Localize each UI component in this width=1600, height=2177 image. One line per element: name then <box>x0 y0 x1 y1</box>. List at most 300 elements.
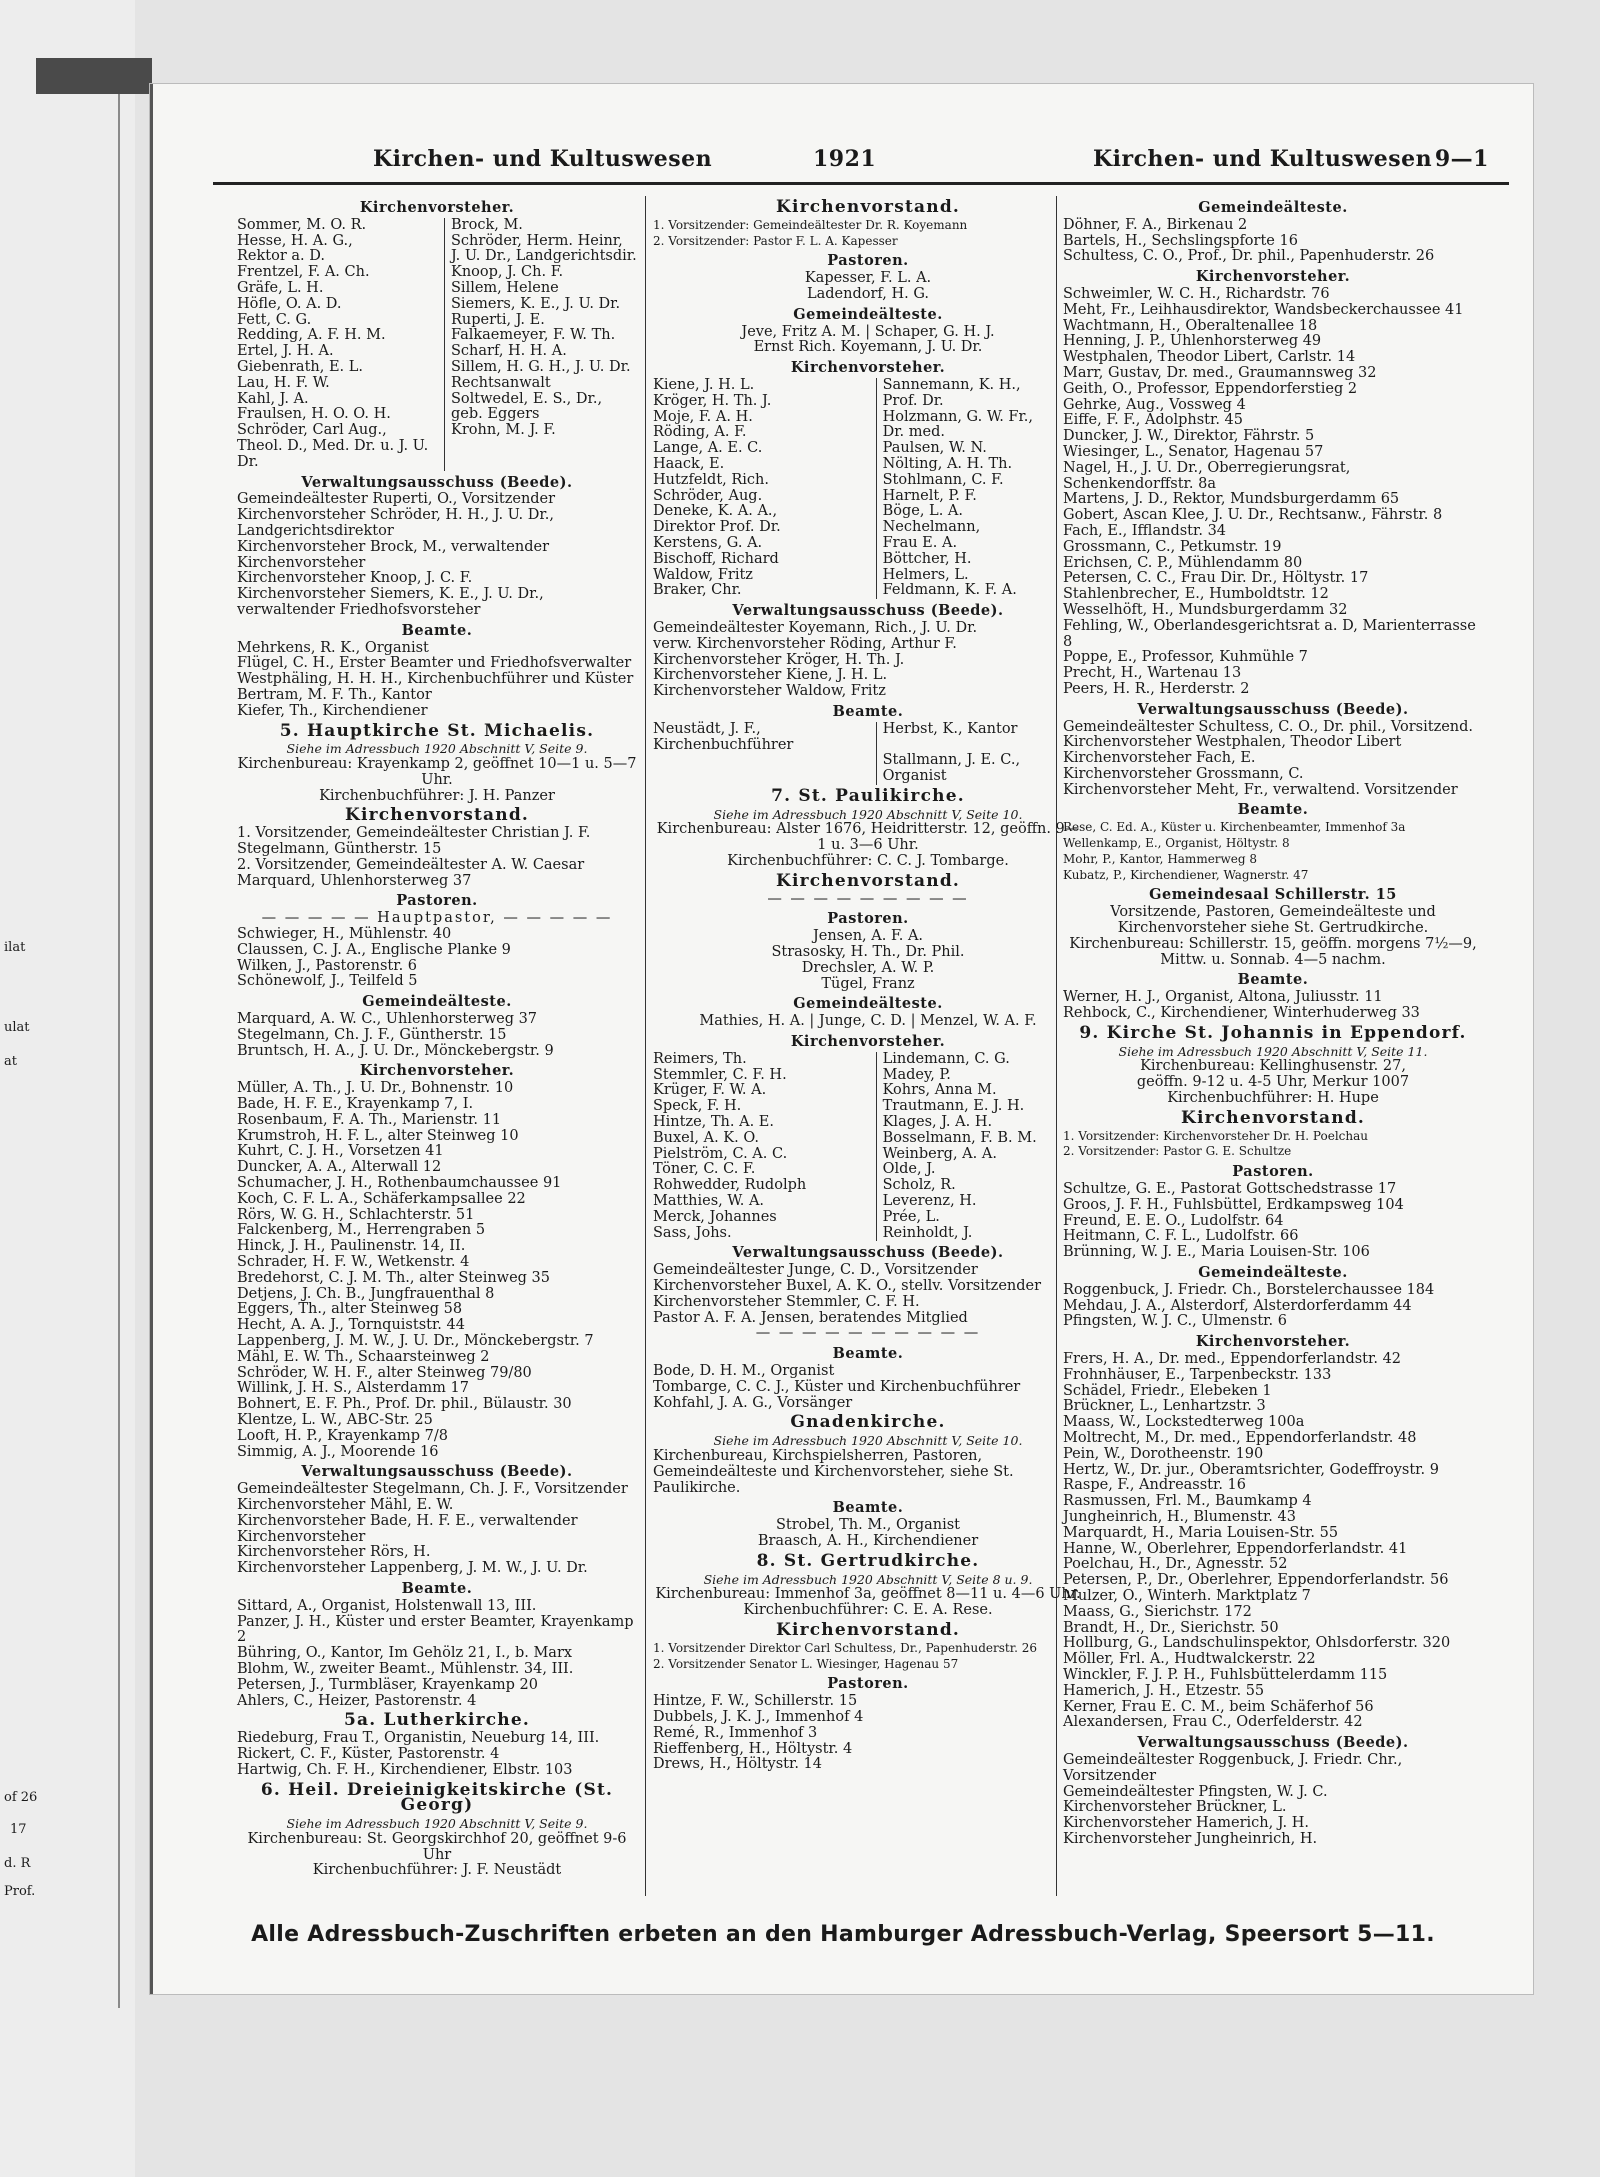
entry: Gemeindeältester Koyemann, Rich., J. U. Dr. <box>653 619 978 636</box>
entry: Petersen, J., Turmbläser, Krayenkamp 20 <box>237 1676 538 1693</box>
entry-row <box>237 265 637 281</box>
entry: Wiesinger, L., Senator, Hagenau 57 <box>1063 443 1324 460</box>
entry: Rese, C. Ed. A., Küster u. Kirchenbeamter, Immenhof 3a <box>1063 820 1406 835</box>
entry: Frentzel, F. A. Ch. <box>237 265 445 281</box>
section-heading: Beamte. <box>832 1345 904 1363</box>
entry-row <box>237 439 637 471</box>
entry: verw. Kirchenvorsteher Röding, Arthur F. <box>653 635 957 652</box>
entry: Roggenbuck, J. Friedr. Ch., Borstelerchaussee 184 <box>1063 1281 1435 1298</box>
section-heading: Pastoren. <box>827 1675 909 1693</box>
entry: Kirchenvorsteher Hamerich, J. H. <box>1063 1815 1309 1832</box>
entry: Kirchenvorsteher Schröder, H. H., J. U. Dr., Landgerichtsdirektor <box>237 507 554 539</box>
entry: Stemmler, C. F. H. <box>653 1068 877 1084</box>
entry: Töner, C. C. F. <box>653 1162 877 1178</box>
entry: Gemeindeältester Schultess, C. O., Dr. phil., Vorsitzend. <box>1063 718 1474 735</box>
entry: Werner, H. J., Organist, Altona, Juliusstr. 11 <box>1063 989 1383 1006</box>
section-heading: Beamte. <box>401 1579 473 1597</box>
section-heading: Kirchenvorstand. <box>344 805 530 826</box>
entry: Kirchenbureau, Kirchspielsherren, Pastoren, Gemeindeälteste und Kirchenvorsteher, siehe St. Paulikirche. <box>653 1447 1014 1496</box>
church-heading: 9. Kirche St. Johannis in Eppendorf. <box>1079 1022 1467 1043</box>
entry-row <box>653 394 1083 410</box>
entry: Kirchenvorsteher Bade, H. F. E., verwaltender Kirchenvorsteher <box>237 1512 578 1545</box>
entry: Schröder, Carl Aug., <box>237 423 445 439</box>
entry: Kirchenvorsteher Siemers, K. E., J. U. Dr., verwaltender Friedhofsvorsteher <box>237 586 544 618</box>
entry-row <box>653 568 1083 584</box>
entry: Rasmussen, Frl. M., Baumkamp 4 <box>1063 1493 1312 1510</box>
entry: Fraulsen, H. O. O. H. <box>237 407 445 423</box>
section-heading: Gemeindeälteste. <box>1198 199 1348 216</box>
entry: Koch, C. F. L. A., Schäferkampsallee 22 <box>237 1190 526 1207</box>
entry: Kirchenbureau: Schillerstr. 15, geöffn. morgens 7½—9, Mittw. u. Sonnab. 4—5 nachm. <box>1069 935 1477 968</box>
entry: Brünning, W. J. E., Maria Louisen-Str. 106 <box>1063 1244 1370 1261</box>
section-heading: Verwaltungsausschuss (Beede). <box>301 473 573 491</box>
entry: Kirchenbureau: Alster 1676, Heidritterstr. 12, geöffn. 9—1 u. 3—6 Uhr. <box>656 821 1080 854</box>
entry: Dubbels, J. K. J., Immenhof 4 <box>653 1708 864 1725</box>
entry: Jeve, Fritz A. M. | Schaper, G. H. J. <box>741 323 995 340</box>
entry: Krüger, F. W. A. <box>653 1083 877 1099</box>
entry: Petersen, P., Dr., Oberlehrer, Eppendorferlandstr. 56 <box>1063 1572 1449 1589</box>
entry: Marr, Gustav, Dr. med., Graumannsweg 32 <box>1063 364 1377 381</box>
entry: Böttcher, H. <box>882 550 972 567</box>
entry: Duncker, J. W., Direktor, Fährstr. 5 <box>1063 428 1315 445</box>
entry-row <box>237 423 637 439</box>
entry: Wachtmann, H., Oberaltenallee 18 <box>1063 317 1318 334</box>
entry: Kirchenvorsteher Westphalen, Theodor Libert <box>1063 734 1402 751</box>
entry: Harnelt, P. F. <box>882 487 977 504</box>
entry-row <box>237 328 637 344</box>
entry: Kirchenvorsteher Kiene, J. H. L. <box>653 667 888 684</box>
entry: Hollburg, G., Landschulinspektor, Ohlsdorferstr. 320 <box>1063 1635 1451 1652</box>
entry: Bosselmann, F. B. M. <box>882 1129 1037 1146</box>
entry: Gemeindeältester Junge, C. D., Vorsitzender <box>653 1262 978 1279</box>
entry: Pfingsten, W. J. C., Ulmenstr. 6 <box>1063 1313 1287 1330</box>
entry: geöffn. 9-12 u. 4-5 Uhr, Merkur 1007 <box>1136 1074 1410 1091</box>
entry: Gobert, Ascan Klee, J. U. Dr., Rechtsanw., Fährstr. 8 <box>1063 507 1443 524</box>
entry-list <box>653 1518 1083 1550</box>
entry: Falckenberg, M., Herrengraben 5 <box>237 1222 486 1239</box>
dash-line: — — — — — — — — — — <box>755 1325 981 1342</box>
dash-line: — — — — — Hauptpastor, — — — — — <box>261 910 613 927</box>
entry-row <box>237 344 637 360</box>
entry: Helmers, L. <box>882 566 969 583</box>
section-heading: Kirchenvorsteher. <box>1195 268 1351 286</box>
margin-note: ilat <box>4 940 26 955</box>
entry: Lau, H. F. W. <box>237 376 445 392</box>
entry: Mehrkens, R. K., Organist <box>237 639 429 656</box>
entry: Schwieger, H., Mühlenstr. 40 <box>237 926 452 943</box>
entry: Kiefer, Th., Kirchendiener <box>237 702 428 719</box>
margin-note: at <box>4 1054 17 1069</box>
entry: Dr. med. <box>882 424 945 441</box>
entry-list <box>237 826 637 889</box>
entry-list <box>1063 287 1483 698</box>
entry: Weinberg, A. A. <box>882 1145 997 1162</box>
entry: Kirchenbuchführer: C. C. J. Tombarge. <box>727 853 1009 870</box>
entry-row <box>653 489 1083 505</box>
entry: Kirchenbureau: Krayenkamp 2, geöffnet 10—1 u. 5—7 Uhr. <box>237 756 637 788</box>
church-heading: 5a. Lutherkirche. <box>343 1710 531 1731</box>
entry-list <box>237 492 637 618</box>
section-heading: Beamte. <box>1237 971 1309 989</box>
entry: Eggers, Th., alter Steinweg 58 <box>237 1301 463 1318</box>
entry: Drechsler, A. W. P. <box>801 959 935 976</box>
entry: Pastor A. F. A. Jensen, beratendes Mitglied <box>653 1309 968 1326</box>
entry: Detjens, J. Ch. B., Jungfrauenthal 8 <box>237 1285 495 1302</box>
entry-list <box>237 1832 637 1879</box>
entry: Klages, J. A. H. <box>882 1114 993 1131</box>
entry: Eiffe, F. F., Adolphstr. 45 <box>1063 412 1243 429</box>
entry: Frers, H. A., Dr. med., Eppendorferlandstr. 42 <box>1063 1350 1402 1367</box>
entry: Kirchenbureau: St. Georgskirchhof 20, geöffnet 9-6 Uhr <box>247 1830 627 1863</box>
column-rule <box>645 196 646 1896</box>
entry-list <box>653 929 1083 992</box>
reference-note: Siehe im Adressbuch 1920 Abschnitt V, Seite 11. <box>1118 1043 1428 1059</box>
section-heading: Pastoren. <box>827 910 909 928</box>
entry: Heitmann, C. F. L., Ludolfstr. 66 <box>1063 1228 1299 1245</box>
entry-row <box>653 473 1083 489</box>
entry-list <box>237 641 637 720</box>
entry-row <box>653 552 1083 568</box>
entry-row <box>653 1083 1083 1099</box>
entry: Duncker, A. A., Alterwall 12 <box>237 1159 442 1176</box>
entry: Bruntsch, H. A., J. U. Dr., Mönckebergstr. 9 <box>237 1042 554 1059</box>
entry-row <box>653 1099 1083 1115</box>
entry: Bade, H. F. E., Krayenkamp 7, I. <box>237 1096 474 1113</box>
entry: Feldmann, K. F. A. <box>882 582 1017 599</box>
entry-list <box>653 1364 1083 1411</box>
entry-row <box>653 441 1083 457</box>
entry-row <box>653 425 1083 441</box>
entry: Maass, W., Lockstedterweg 100a <box>1063 1414 1305 1431</box>
entry: Neustädt, J. F., Kirchenbuchführer <box>653 722 877 754</box>
reference-note: Siehe im Adressbuch 1920 Abschnitt V, Seite 10. <box>713 806 1023 822</box>
entry-list <box>237 1081 637 1460</box>
entry-list <box>1063 218 1483 265</box>
entry: Hutzfeldt, Rich. <box>653 473 877 489</box>
entry: Theol. D., Med. Dr. u. J. U. Dr. <box>237 439 445 471</box>
entry: Gemeindeältester Stegelmann, Ch. J. F., Vorsitzender <box>237 1481 628 1498</box>
section-heading: Verwaltungsausschuss (Beede). <box>1137 1734 1409 1752</box>
section-heading: Kirchenvorstand. <box>775 870 961 891</box>
entry: Pein, W., Dorotheenstr. 190 <box>1063 1445 1264 1462</box>
entry: Mulzer, O., Winterh. Marktplatz 7 <box>1063 1587 1311 1604</box>
entry: Höfle, O. A. D. <box>237 297 445 313</box>
entry: Klentze, L. W., ABC-Str. 25 <box>237 1411 433 1428</box>
reference-note: Siehe im Adressbuch 1920 Abschnitt V, Seite 9. <box>286 741 588 757</box>
entry: Kuhrt, C. J. H., Vorsetzen 41 <box>237 1143 444 1160</box>
entry: Rickert, C. F., Küster, Pastorenstr. 4 <box>237 1745 500 1762</box>
entry: Kirchenvorsteher Lappenberg, J. M. W., J. U. Dr. <box>237 1560 588 1577</box>
entry: Böge, L. A. <box>882 503 963 520</box>
entry-row <box>653 1194 1083 1210</box>
entry: Moltrecht, M., Dr. med., Eppendorferlandstr. 48 <box>1063 1429 1417 1446</box>
entry: Strasosky, H. Th., Dr. Phil. <box>771 944 965 961</box>
adjacent-page-edge <box>0 88 120 2008</box>
entry: Willink, J. H. S., Alsterdamm 17 <box>237 1380 469 1397</box>
entry: Bode, D. H. M., Organist <box>653 1362 835 1379</box>
entry: Schrader, H. F. W., Wetkenstr. 4 <box>237 1254 470 1270</box>
entry: 2. Vorsitzender: Pastor G. E. Schultze <box>1063 1144 1292 1159</box>
entry: Deneke, K. A. A., <box>653 504 877 520</box>
entry: Lange, A. E. C. <box>653 441 877 457</box>
entry: Reimers, Th. <box>653 1052 877 1068</box>
entry-list <box>237 1599 637 1710</box>
entry: Gemeindeältester Roggenbuck, J. Friedr. Chr., Vorsitzender <box>1063 1751 1403 1784</box>
entry-list <box>653 218 1083 250</box>
entry: Looft, H. P., Krayenkamp 7/8 <box>237 1427 448 1444</box>
entry: Direktor Prof. Dr. <box>653 520 877 536</box>
entry-row <box>653 410 1083 426</box>
directory-page <box>150 84 1533 1994</box>
entry: Mähl, E. W. Th., Schaarsteinweg 2 <box>237 1348 490 1365</box>
entry-list <box>1063 820 1483 883</box>
entry: Poppe, E., Professor, Kuhmühle 7 <box>1063 649 1308 666</box>
entry-list <box>653 1014 1083 1030</box>
entry: Meht, Fr., Leihhausdirektor, Wandsbeckerchaussee 41 <box>1063 301 1464 318</box>
entry-list <box>1063 720 1483 799</box>
entry: Rieffenberg, H., Höltystr. 4 <box>653 1740 853 1757</box>
entry: Poelchau, H., Dr., Agnesstr. 52 <box>1063 1556 1288 1573</box>
entry: Knoop, J. Ch. F. <box>451 264 564 281</box>
entry: Remé, R., Immenhof 3 <box>653 1724 818 1741</box>
entry: Müller, A. Th., J. U. Dr., Bohnenstr. 10 <box>237 1080 514 1097</box>
section-heading: Gemeindesaal Schillerstr. 15 <box>1149 886 1397 904</box>
margin-note: of 26 <box>4 1790 38 1805</box>
column-2 <box>653 196 1083 1773</box>
column-1 <box>237 196 637 1879</box>
church-heading: 7. St. Paulikirche. <box>771 785 965 806</box>
entry: Prof. Dr. <box>882 392 944 409</box>
entry: Hintze, F. W., Schillerstr. 15 <box>653 1693 858 1710</box>
entry: 2. Vorsitzender, Gemeindeältester A. W. Caesar Marquard, Uhlenhorsterweg 37 <box>237 856 585 889</box>
entry: Kahl, J. A. <box>237 392 445 408</box>
entry: Prée, L. <box>882 1208 940 1225</box>
entry-row <box>237 297 637 313</box>
entry: Kirchenvorsteher Jungheinrich, H. <box>1063 1830 1318 1847</box>
entry: Wellenkamp, E., Organist, Höltystr. 8 <box>1063 836 1290 851</box>
header-title-left: Kirchen- und Kultuswesen <box>373 146 713 172</box>
entry: Sittard, A., Organist, Holstenwall 13, III. <box>237 1597 537 1614</box>
entry: Scharf, H. H. A. <box>451 343 567 360</box>
section-heading: Beamte. <box>1237 801 1309 819</box>
entry: Panzer, J. H., Küster und erster Beamter, Krayenkamp 2 <box>237 1613 634 1646</box>
entry: Krumstroh, H. F. L., alter Steinweg 10 <box>237 1127 519 1144</box>
entry-list <box>653 271 1083 303</box>
section-heading: Pastoren. <box>827 252 909 270</box>
entry: Fehling, W., Oberlandesgerichtsrat a. D, Marienterrasse 8 <box>1063 617 1476 650</box>
entry: Stallmann, J. E. C., Organist <box>882 752 1021 785</box>
entry: Kirchenvorsteher Fach, E. <box>1063 750 1256 767</box>
entry-list <box>1063 990 1483 1022</box>
entry: Vorsitzende, Pastoren, Gemeindeälteste und Kirchenvorsteher siehe St. Gertrudkirche. <box>1110 904 1436 937</box>
section-heading: Gemeindeälteste. <box>793 995 943 1013</box>
entry-row <box>653 753 1083 785</box>
entry: Falkaemeyer, F. W. Th. <box>451 327 616 344</box>
margin-note: d. R <box>4 1856 31 1871</box>
entry: Braasch, A. H., Kirchendiener <box>757 1532 979 1549</box>
entry-row <box>237 249 637 265</box>
entry: Westphalen, Theodor Libert, Carlstr. 14 <box>1063 349 1356 366</box>
reference-note: Siehe im Adressbuch 1920 Abschnitt V, Seite 9. <box>286 1816 588 1832</box>
entry: Röding, A. F. <box>653 425 877 441</box>
entry: Holzmann, G. W. Fr., <box>882 408 1034 425</box>
entry: Fett, C. G. <box>237 313 445 329</box>
entry-list <box>1063 905 1483 968</box>
entry: Winckler, F. J. P. H., Fuhlsbüttelerdamm 115 <box>1063 1666 1388 1683</box>
entry-row <box>653 536 1083 552</box>
two-column-list <box>237 218 637 471</box>
entry: Kirchenvorsteher Grossmann, C. <box>1063 765 1304 782</box>
section-heading: Gemeindeälteste. <box>362 993 512 1011</box>
entry: Petersen, C. C., Frau Dir. Dr., Höltystr. 17 <box>1063 570 1369 587</box>
two-column-list <box>653 378 1083 599</box>
entry: 1. Vorsitzender Direktor Carl Schultess, Dr., Papenhuderstr. 26 <box>653 1640 1038 1655</box>
entry: Ladendorf, H. G. <box>806 285 930 302</box>
entry: Olde, J. <box>882 1161 936 1178</box>
entry: Giebenrath, E. L. <box>237 360 445 376</box>
entry: Kohfahl, J. A. G., Vorsänger <box>653 1394 853 1411</box>
entry: Gemeindeältester Ruperti, O., Vorsitzender <box>237 491 556 508</box>
entry: Mathies, H. A. | Junge, C. D. | Menzel, W. A. F. <box>699 1013 1037 1030</box>
entry: Frau E. A. <box>882 534 958 551</box>
entry-row <box>653 457 1083 473</box>
entry-list <box>653 325 1083 357</box>
entry: Jensen, A. F. A. <box>812 928 924 945</box>
entry: Kirchenvorsteher Stemmler, C. F. H. <box>653 1293 920 1310</box>
entry-list <box>1063 1182 1483 1261</box>
section-heading: Kirchenvorstand. <box>775 1619 961 1640</box>
entry: Kirchenbureau: Kellinghusenstr. 27, <box>1140 1058 1406 1075</box>
entry: Braker, Chr. <box>653 583 877 599</box>
entry: J. U. Dr., Landgerichtsdir. <box>451 248 637 265</box>
entry: Sommer, M. O. R. <box>237 218 445 234</box>
section-heading: Pastoren. <box>396 892 478 910</box>
entry: Hamerich, J. H., Etzestr. 55 <box>1063 1682 1265 1699</box>
entry-row <box>653 1178 1083 1194</box>
entry: Kirchenbuchführer: H. Hupe <box>1167 1090 1379 1107</box>
entry: 1. Vorsitzender: Gemeindeältester Dr. R. Koyemann <box>653 217 968 232</box>
entry: Marquardt, H., Maria Louisen-Str. 55 <box>1063 1524 1339 1541</box>
entry: Buxel, A. K. O. <box>653 1131 877 1147</box>
entry: Maass, G., Sierichstr. 172 <box>1063 1603 1252 1620</box>
entry: Stahlenbrecher, E., Humboldtstr. 12 <box>1063 586 1329 603</box>
entry: 1. Vorsitzender: Kirchenvorsteher Dr. H. Poelchau <box>1063 1128 1369 1143</box>
entry: Kapesser, F. L. A. <box>804 270 932 287</box>
entry-list <box>237 1012 637 1059</box>
column-3 <box>1063 196 1483 1848</box>
entry: Kirchenvorsteher Knoop, J. C. F. <box>237 570 473 587</box>
two-column-list <box>653 722 1083 785</box>
entry: Grossmann, C., Petkumstr. 19 <box>1063 538 1282 555</box>
entry: Kirchenvorsteher Meht, Fr., verwaltend. Vorsitzender <box>1063 781 1458 798</box>
entry: Mohr, P., Kantor, Hammerweg 8 <box>1063 851 1258 866</box>
entry: Alexandersen, Frau C., Oderfelderstr. 42 <box>1063 1714 1363 1731</box>
entry-row <box>237 376 637 392</box>
entry: Freund, E. E. O., Ludolfstr. 64 <box>1063 1212 1284 1229</box>
entry-list <box>1063 1059 1483 1106</box>
entry: Lappenberg, J. M. W., J. U. Dr., Mönckebergstr. 7 <box>237 1332 594 1349</box>
entry: Henning, J. P., Uhlenhorsterweg 49 <box>1063 333 1322 350</box>
entry: Brock, M. <box>451 216 523 233</box>
entry-row <box>653 1162 1083 1178</box>
reference-note: Siehe im Adressbuch 1920 Abschnitt V, Seite 8 u. 9. <box>703 1571 1033 1587</box>
entry: 2. Vorsitzender: Pastor F. L. A. Kapesser <box>653 233 898 248</box>
entry: Siemers, K. E., J. U. Dr. <box>451 295 621 312</box>
entry: Kerner, Frau E. C. M., beim Schäferhof 56 <box>1063 1698 1374 1715</box>
entry: Haack, E. <box>653 457 877 473</box>
section-heading: Beamte. <box>832 702 904 720</box>
entry: Bartels, H., Sechslingspforte 16 <box>1063 232 1298 249</box>
entry: Nölting, A. H. Th. <box>882 455 1013 472</box>
entry: Leverenz, H. <box>882 1193 977 1210</box>
entry: Frohnhäuser, E., Tarpenbeckstr. 133 <box>1063 1366 1332 1383</box>
section-heading: Kirchenvorstand. <box>1180 1107 1366 1128</box>
entry: Tombarge, C. C. J., Küster und Kirchenbuchführer <box>653 1378 1021 1395</box>
entry: geb. Eggers <box>451 406 540 423</box>
entry: Westphäling, H. H. H., Kirchenbuchführer und Küster <box>237 671 634 688</box>
entry: Hintze, Th. A. E. <box>653 1115 877 1131</box>
entry: Raspe, F., Andreasstr. 16 <box>1063 1477 1247 1494</box>
entry: Bredehorst, C. J. M. Th., alter Steinweg 35 <box>237 1269 551 1286</box>
section-heading: Kirchenvorsteher. <box>1195 1333 1351 1351</box>
entry-row <box>237 392 637 408</box>
entry-row <box>653 378 1083 394</box>
entry: Schröder, Herm. Heinr, <box>451 232 623 249</box>
two-column-list <box>653 1052 1083 1242</box>
entry: Geith, O., Professor, Eppendorferstieg 2 <box>1063 380 1358 397</box>
entry: Kirchenvorsteher Brückner, L. <box>1063 1799 1287 1816</box>
entry: Bischoff, Richard <box>653 552 877 568</box>
entry: Kirchenvorsteher Mähl, E. W. <box>237 1496 454 1513</box>
entry: Schröder, W. H. F., alter Steinweg 79/80 <box>237 1364 532 1381</box>
entry: Stohlmann, C. F. <box>882 471 1004 488</box>
entry: Rehbock, C., Kirchendiener, Winterhuderweg 33 <box>1063 1005 1420 1022</box>
entry: Mehdau, J. A., Alsterdorf, Alsterdorferdamm 44 <box>1063 1297 1412 1314</box>
entry: Brandt, H., Dr., Sierichstr. 50 <box>1063 1619 1279 1636</box>
margin-note: Prof. <box>4 1884 36 1899</box>
entry: Wilken, J., Pastorenstr. 6 <box>237 957 418 974</box>
entry: Kröger, H. Th. J. <box>653 394 877 410</box>
entry-list <box>237 757 637 804</box>
entry-list <box>237 1482 637 1577</box>
entry: Martens, J. D., Rektor, Mundsburgerdamm 65 <box>1063 491 1400 508</box>
entry-row <box>237 281 637 297</box>
entry: Kirchenvorsteher Rörs, H. <box>237 1544 431 1561</box>
reference-note: Siehe im Adressbuch 1920 Abschnitt V, Seite 10. <box>713 1433 1023 1449</box>
entry <box>445 439 637 471</box>
entry: Schädel, Friedr., Elebeken 1 <box>1063 1382 1272 1399</box>
entry-list <box>1063 1283 1483 1330</box>
entry: Schönewolf, J., Teilfeld 5 <box>237 973 418 990</box>
entry: Fach, E., Ifflandstr. 34 <box>1063 522 1227 539</box>
entry: Brückner, L., Lenhartzstr. 3 <box>1063 1398 1266 1415</box>
entry: Nechelmann, <box>882 519 981 536</box>
entry: Drews, H., Höltystr. 14 <box>653 1756 822 1773</box>
entry: Gräfe, L. H. <box>237 281 445 297</box>
entry: Erichsen, C. P., Mühlendamm 80 <box>1063 554 1303 571</box>
entry-row <box>653 1210 1083 1226</box>
entry-row <box>653 722 1083 754</box>
entry: Matthies, W. A. <box>653 1194 877 1210</box>
entry: Waldow, Fritz <box>653 568 877 584</box>
entry-row <box>237 234 637 250</box>
entry-row <box>653 1068 1083 1084</box>
entry-list <box>653 1449 1083 1496</box>
entry-list <box>1063 1129 1483 1161</box>
entry-list <box>653 1587 1083 1619</box>
entry: Kohrs, Anna M. <box>882 1082 997 1099</box>
entry: Kirchenvorsteher Brock, M., verwaltender Kirchenvorsteher <box>237 538 549 571</box>
